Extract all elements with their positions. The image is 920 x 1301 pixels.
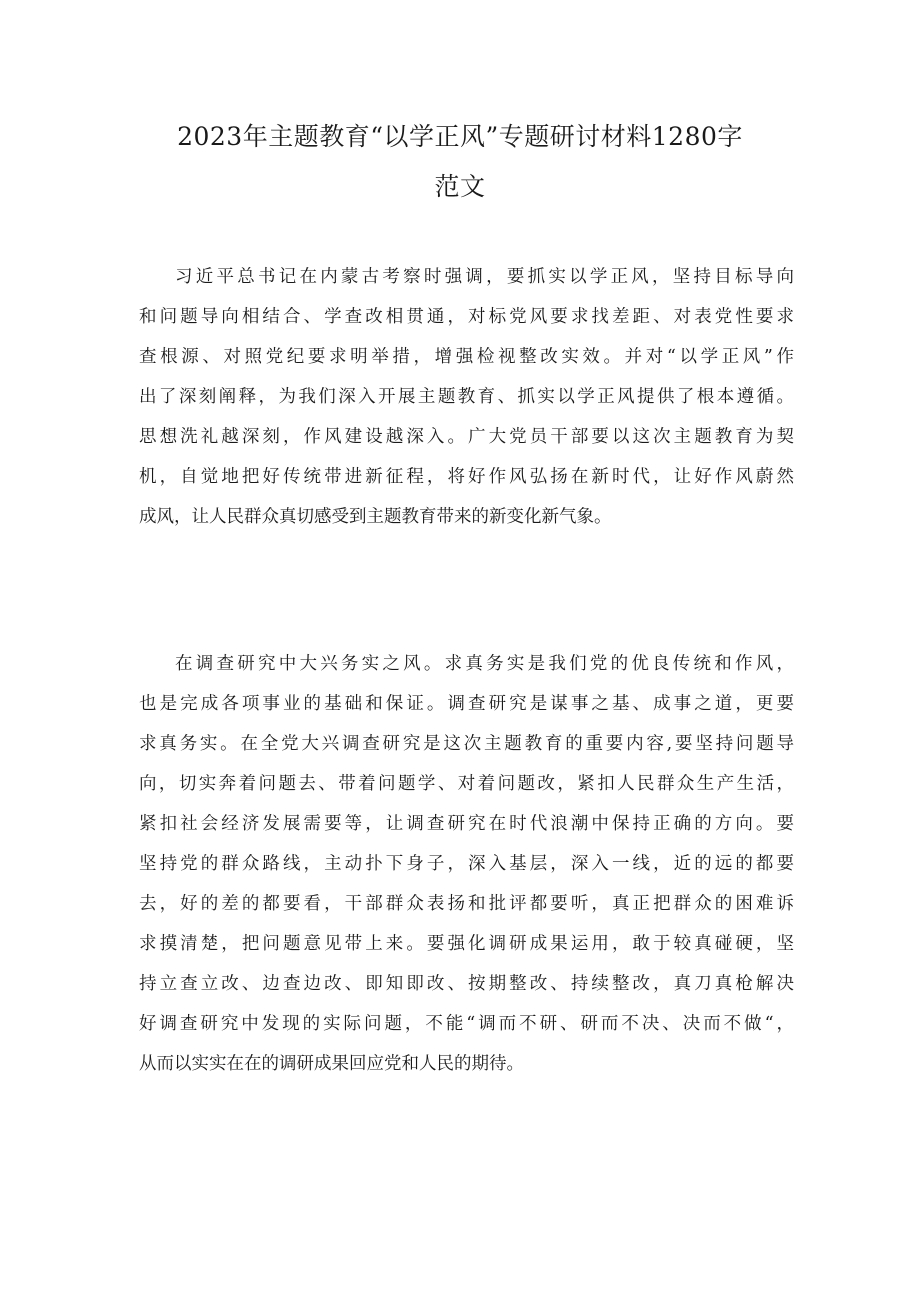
paragraph-line: 和问题导向相结合、学查改相贯通，对标党风要求找差距、对表党性要求	[139, 307, 794, 327]
paragraph-line: 坚持党的群众路线，主动扑下身子，深入基层，深入一线，近的远的都要	[139, 854, 794, 874]
paragraph-line: 求真务实。在全党大兴调查研究是这次主题教育的重要内容,要坚持问题导	[139, 734, 794, 754]
paragraph-line: 成风，让人民群众真切感受到主题教育带来的新变化新气象。	[139, 507, 612, 527]
paragraph-line: 思想洗礼越深刻，作风建设越深入。广大党员干部要以这次主题教育为契	[139, 427, 794, 447]
title-line-1: 2023年主题教育“以学正风”专题研讨材料1280字	[177, 122, 743, 151]
document-title	[100, 112, 820, 212]
paragraph-line: 查根源、对照党纪要求明举措，增强检视整改实效。并对“以学正风”作	[139, 347, 794, 367]
paragraph-1	[139, 257, 794, 537]
paragraph-line: 向，切实奔着问题去、带着问题学、对着问题改，紧扣人民群众生产生活，	[139, 774, 794, 794]
paragraph-line: 求摸清楚，把问题意见带上来。要强化调研成果运用，敢于较真碰硬，坚	[139, 934, 794, 954]
paragraph-line: 在调查研究中大兴务实之风。求真务实是我们党的优良传统和作风，	[175, 654, 794, 674]
paragraph-line: 从而以实实在在的调研成果回应党和人民的期待。	[139, 1054, 524, 1074]
paragraph-line: 持立查立改、边查边改、即知即改、按期整改、持续整改，真刀真枪解决	[139, 974, 794, 994]
paragraph-line: 去，好的差的都要看，干部群众表扬和批评都要听，真正把群众的困难诉	[139, 894, 794, 914]
paragraph-line: 机，自觉地把好传统带进新征程，将好作风弘扬在新时代，让好作风蔚然	[139, 467, 794, 487]
paragraph-line: 也是完成各项事业的基础和保证。调查研究是谋事之基、成事之道，更要	[139, 694, 794, 714]
paragraph-line: 紧扣社会经济发展需要等，让调查研究在时代浪潮中保持正确的方向。要	[139, 814, 794, 834]
paragraph-line: 习近平总书记在内蒙古考察时强调，要抓实以学正风，坚持目标导向	[175, 267, 794, 287]
paragraph-line: 出了深刻阐释，为我们深入开展主题教育、抓实以学正风提供了根本遵循。	[139, 387, 794, 407]
paragraph-line: 好调查研究中发现的实际问题，不能“调而不研、研而不决、决而不做“，	[139, 1014, 794, 1034]
title-line-2: 范文	[434, 172, 486, 201]
paragraph-2	[139, 644, 794, 1084]
